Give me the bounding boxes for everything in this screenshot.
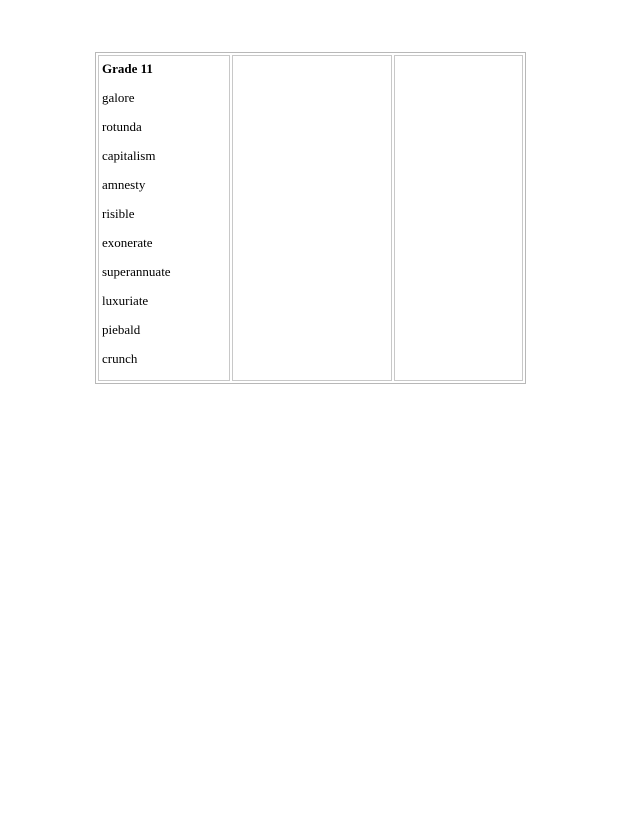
word-item: crunch — [102, 351, 138, 366]
word-item: exonerate — [102, 235, 153, 250]
cell-content — [99, 56, 229, 366]
word-item: luxuriate — [102, 293, 149, 308]
word-item: superannuate — [102, 264, 171, 279]
word-item: risible — [102, 206, 135, 221]
grade-heading: Grade 11 — [102, 61, 153, 76]
empty-cell-middle — [232, 55, 392, 381]
word-list — [102, 90, 226, 366]
word-item: capitalism — [102, 148, 156, 163]
word-column-cell — [98, 55, 230, 381]
vocabulary-table — [95, 52, 526, 384]
word-item: amnesty — [102, 177, 146, 192]
word-item: rotunda — [102, 119, 142, 134]
word-item: piebald — [102, 322, 141, 337]
table-row — [98, 55, 523, 381]
word-item: galore — [102, 90, 135, 105]
empty-cell-right — [394, 55, 523, 381]
